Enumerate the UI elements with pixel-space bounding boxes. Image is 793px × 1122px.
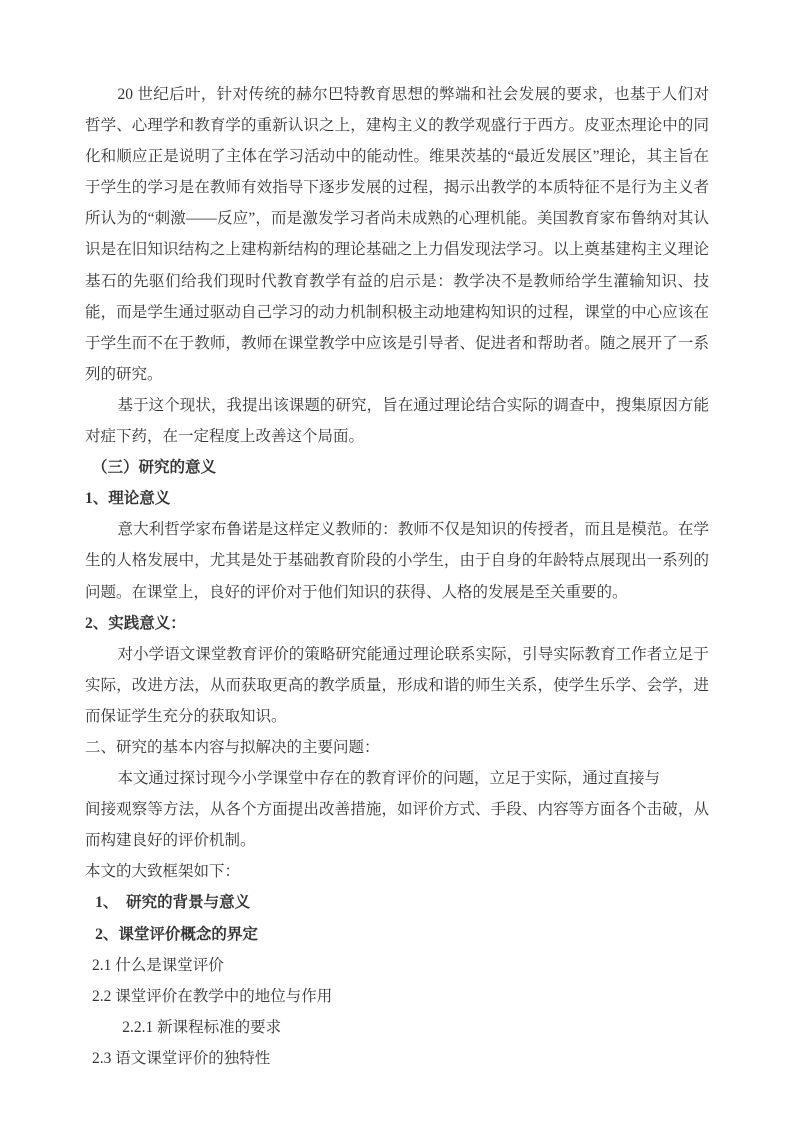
- outline-item-2: 2、课堂评价概念的界定: [95, 925, 258, 943]
- framework-intro-line: 本文的大致框架如下：: [85, 863, 241, 881]
- practical-significance-paragraph: 对小学语文课堂教育评价的策略研究能通过理论联系实际，引导实际教育工作者立足于实际，改进方法，从而获取更高的教学质量，形成和谐的师生关系，使学生乐学、会学，进而保证学生充分的获取知识。: [85, 645, 709, 725]
- outline-item-2-2: 2.2 课堂评价在教学中的地位与作用: [91, 987, 333, 1005]
- outline-item-1: 1、 研究的背景与意义: [95, 894, 251, 912]
- document-content: [85, 79, 709, 1074]
- research-content-paragraph-line-2: 间接观察等方法，从各个方面提出改善措施，如评价方式、手段、内容等方面各个击破，从而构建良好的评价机制。: [85, 801, 709, 850]
- section-heading-research-significance: （三）研究的意义: [91, 459, 216, 477]
- heading-theoretical-significance: 1、理论意义: [85, 490, 171, 508]
- theoretical-significance-paragraph: 意大利哲学家布鲁诺是这样定义教师的：教师不仅是知识的传授者，而且是模范。在学生的人格发展中，尤其是处于基础教育阶段的小学生，由于自身的年龄特点展现出一系列的问题。在课堂上，良好的评价对于他们知识的获得、人格的发展是至关重要的。: [85, 521, 709, 601]
- section-heading-research-content: 二、研究的基本内容与拟解决的主要问题：: [85, 738, 380, 756]
- research-content-paragraph-line-1: 本文通过探讨现今小学课堂中存在的教育评价的问题，立足于实际，通过直接与: [117, 770, 661, 788]
- outline-item-2-2-1: 2.2.1 新课程标准的要求: [122, 1018, 282, 1036]
- outline-item-2-1: 2.1 什么是课堂评价: [91, 956, 224, 974]
- intro-constructivism-paragraph: 20 世纪后叶，针对传统的赫尔巴特教育思想的弊端和社会发展的要求，也基于人们对哲学、心理学和教育学的重新认识之上，建构主义的教学观盛行于西方。皮亚杰理论中的同化和顺应正是说明了主体在学习活动中的能动性。维果茨基的“最近发展区”理论，其主旨在于学生的学习是在教师有效指导下逐步发展的过程，揭示出教学的本质特征不是行为主义者所认为的“刺激——反应”，而是激发学习者尚未成熟的心理机能。美国教育家布鲁纳对其认识是在旧知识结构之上建构新结构的理论基础之上力倡发现法学习。以上奠基建构主义理论基石的先驱们给我们现时代教育教学有益的启示是：教学决不是教师给学生灌输知识、技能，而是学生通过驱动自己学习的动力机制积极主动地建构知识的过程，课堂的中心应该在于学生而不在于教师，教师在课堂教学中应该是引导者、促进者和帮助者。随之展开了一系列的研究。: [85, 86, 709, 383]
- research-proposal-paragraph: 基于这个现状，我提出该课题的研究，旨在通过理论结合实际的调查中，搜集原因方能对症下药，在一定程度上改善这个局面。: [85, 396, 709, 446]
- heading-practical-significance: 2、实践意义：: [85, 614, 186, 632]
- outline-item-2-3: 2.3 语文课堂评价的独特性: [91, 1049, 271, 1067]
